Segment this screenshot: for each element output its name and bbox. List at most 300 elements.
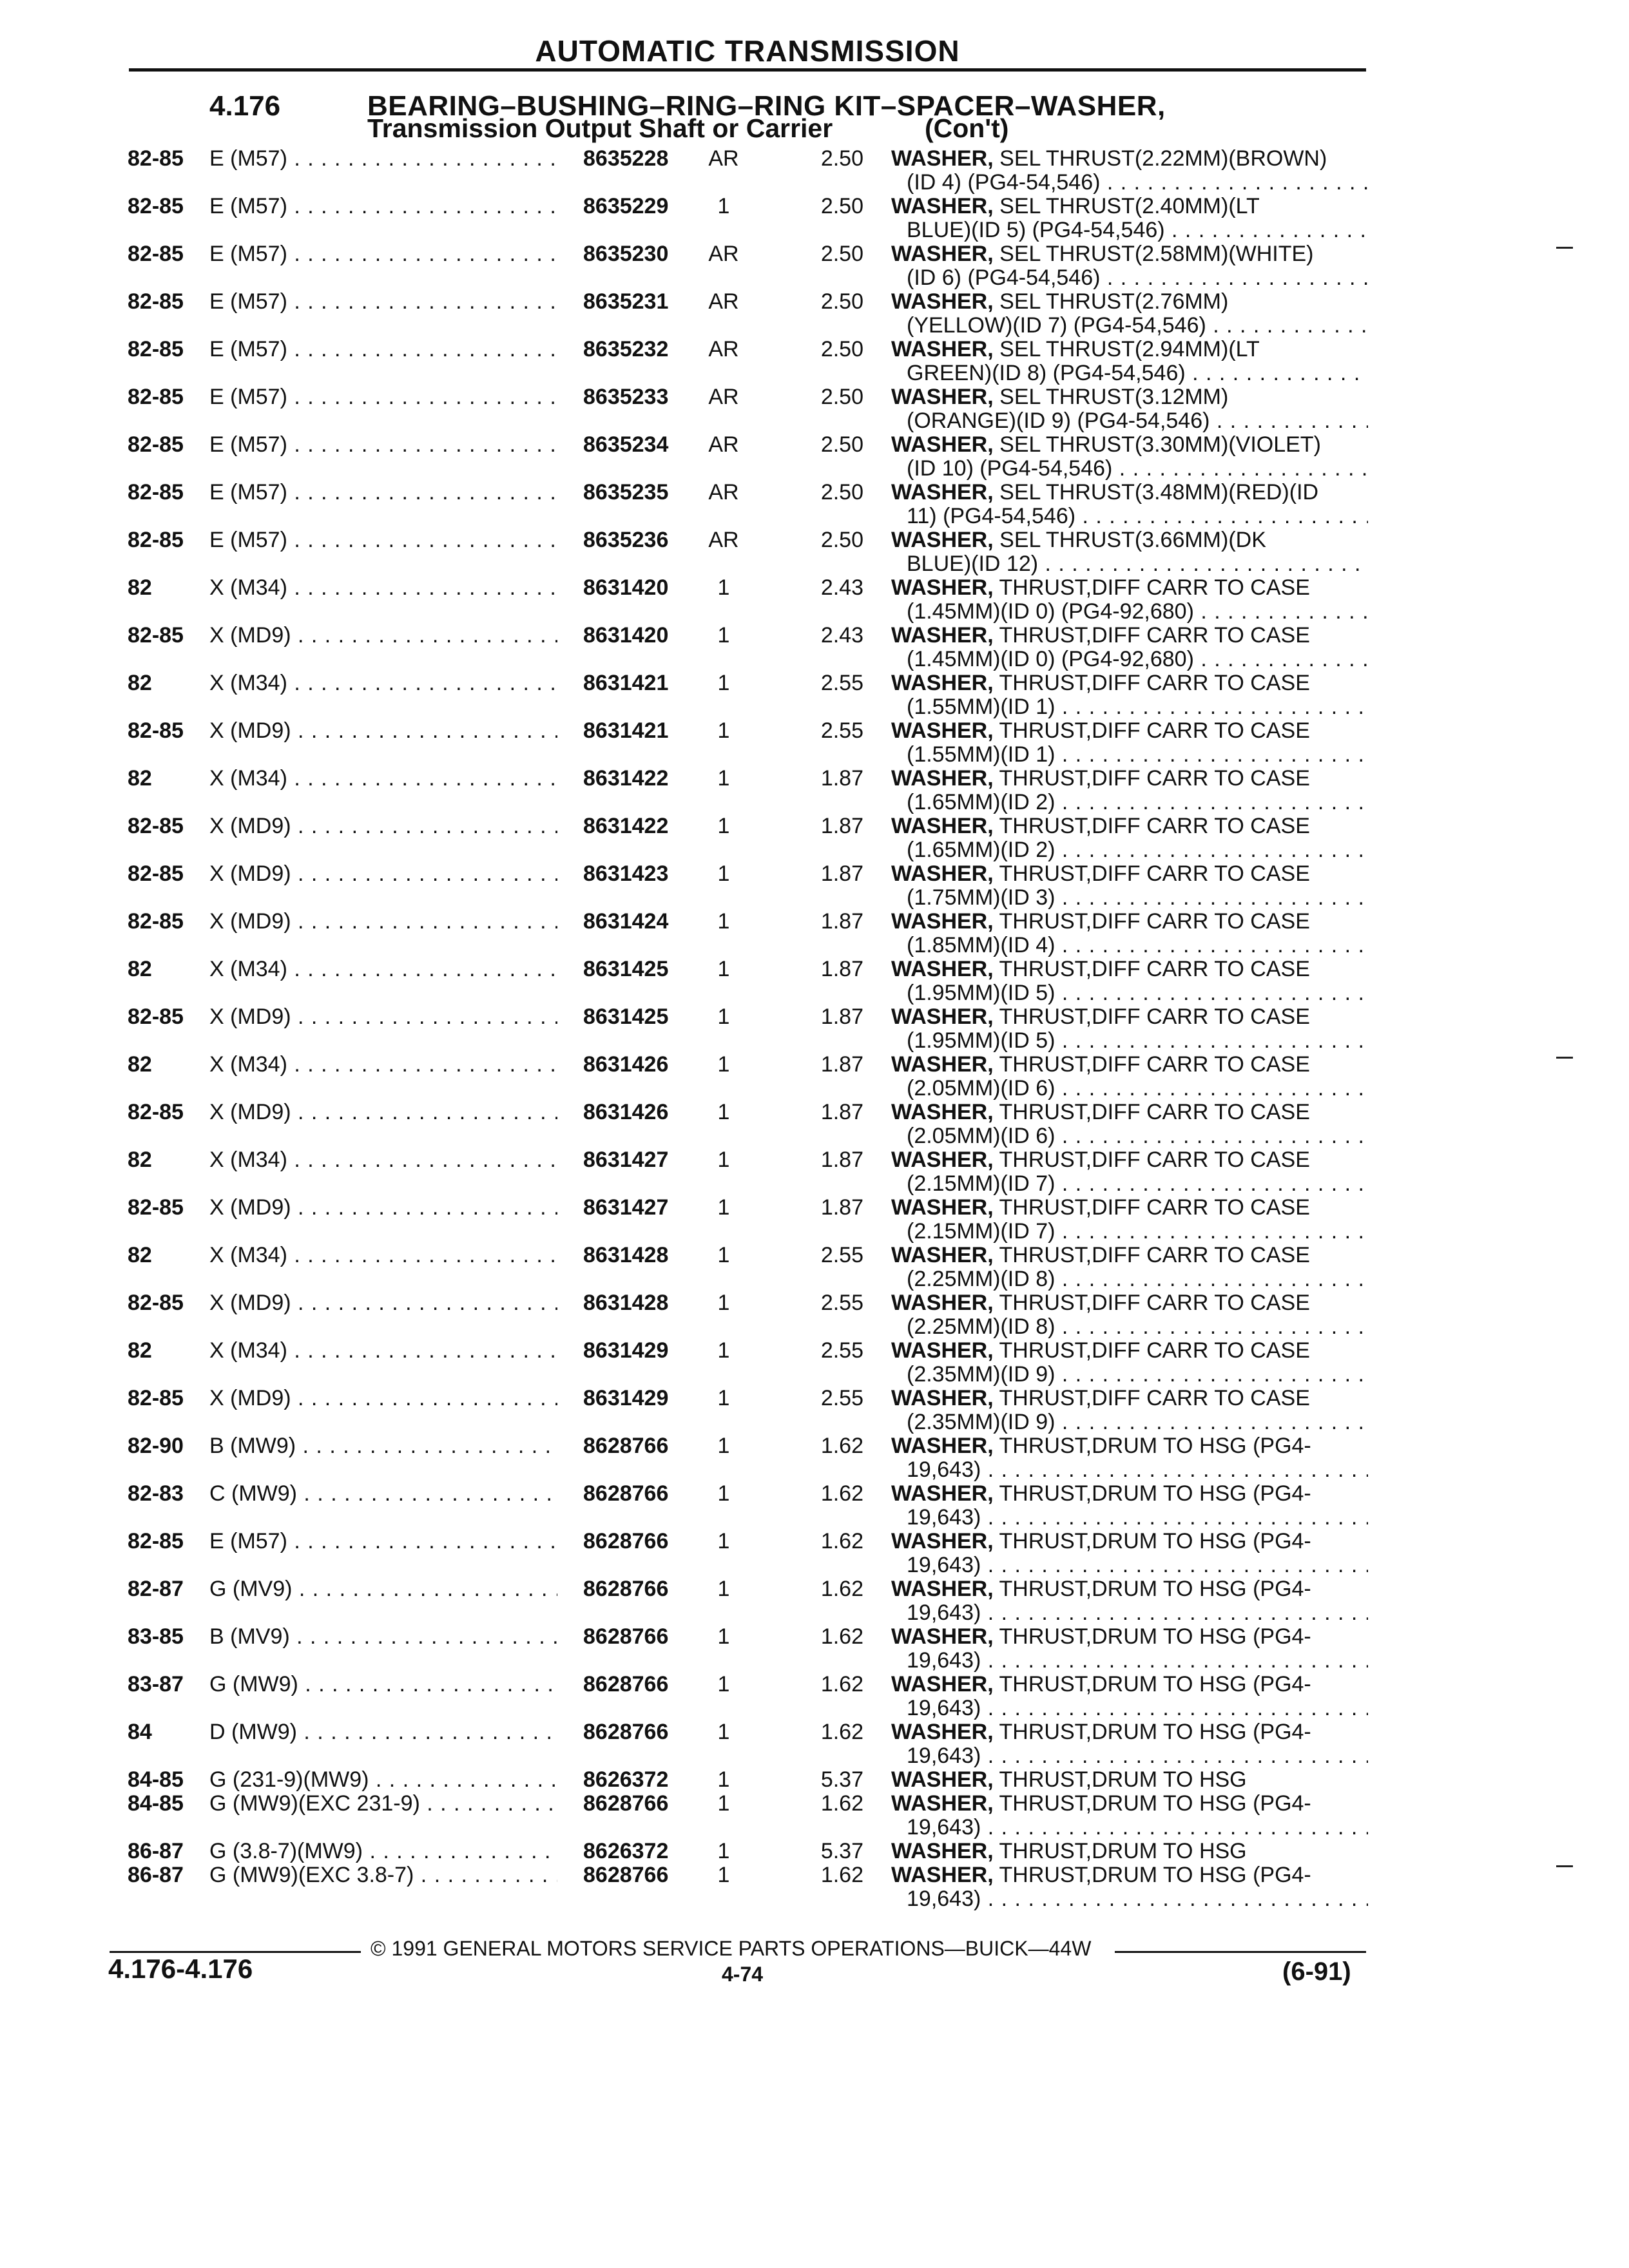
quantity: AR: [708, 480, 739, 505]
model-years: 82-85: [128, 194, 184, 218]
model-years: 82: [128, 1338, 152, 1363]
part-spec: THRUST,DRUM TO HSG (PG4-: [999, 1624, 1311, 1649]
parts-row: [0, 1244, 1629, 1291]
parts-row: [0, 1768, 1629, 1792]
model-years: 82-85: [128, 385, 184, 409]
part-number: 8628766: [583, 1791, 669, 1816]
footer-rule-right: [1115, 1951, 1366, 1953]
price: 2.55: [820, 1338, 863, 1363]
price: 2.55: [820, 1291, 863, 1315]
model-code: X (M34) . . .: [209, 1148, 557, 1172]
parts-row: [0, 1100, 1629, 1148]
description-line: [891, 957, 1368, 981]
model-code: G (MW9) . . .: [209, 1673, 557, 1696]
part-number: 8628766: [583, 1624, 669, 1649]
parts-row: [0, 1792, 1629, 1840]
part-name: WASHER,: [891, 623, 994, 648]
part-spec: SEL THRUST(2.94MM)(LT: [999, 337, 1260, 361]
price: 1.62: [820, 1481, 863, 1506]
part-number: 8635236: [583, 528, 669, 552]
price: 1.62: [820, 1577, 863, 1601]
description-line: [891, 1244, 1368, 1267]
part-number: 8631425: [583, 1004, 669, 1029]
part-number: 8631421: [583, 718, 669, 743]
description: [891, 767, 1368, 814]
description: [891, 1005, 1368, 1053]
part-spec: THRUST,DIFF CARR TO CASE: [999, 1291, 1310, 1315]
description-continuation: (2.35MM)(ID 9) . . .: [891, 1410, 1368, 1434]
parts-row: [0, 1291, 1629, 1339]
price: 2.43: [820, 623, 863, 648]
model-years: 82-85: [128, 337, 184, 361]
price: 2.55: [820, 718, 863, 743]
section-number: 4.176: [209, 90, 281, 122]
description: [891, 290, 1368, 338]
parts-row: [0, 433, 1629, 481]
quantity: 1: [717, 718, 730, 743]
part-spec: THRUST,DIFF CARR TO CASE: [999, 1004, 1310, 1029]
part-spec: SEL THRUST(3.12MM): [999, 385, 1229, 409]
price: 2.55: [820, 671, 863, 695]
part-number: 8635228: [583, 146, 669, 171]
model-code: G (231-9)(MW9) . . .: [209, 1768, 557, 1792]
model-code: E (M57) . . .: [209, 481, 557, 505]
model-years: 82: [128, 671, 152, 695]
description-line: [891, 338, 1368, 361]
model-code: E (M57) . . .: [209, 433, 557, 457]
parts-row: [0, 576, 1629, 624]
description: [891, 862, 1368, 910]
model-years: 84-85: [128, 1767, 184, 1792]
part-number: 8631422: [583, 814, 669, 838]
parts-row: [0, 1339, 1629, 1387]
part-name: WASHER,: [891, 1052, 994, 1077]
part-number: 8628766: [583, 1720, 669, 1744]
description-line: [891, 1196, 1368, 1220]
model-years: 82-85: [128, 528, 184, 552]
quantity: 1: [717, 1767, 730, 1792]
part-number: 8631428: [583, 1291, 669, 1315]
model-code: X (M34) . . .: [209, 957, 557, 981]
description: [891, 719, 1368, 767]
price: 1.87: [820, 814, 863, 838]
description-line: [891, 1482, 1368, 1506]
quantity: AR: [708, 242, 739, 266]
description: [891, 1720, 1368, 1768]
description-continuation: (YELLOW)(ID 7) (PG4-54,546) . . .: [891, 314, 1368, 338]
quantity: 1: [717, 1481, 730, 1506]
part-number: 8635232: [583, 337, 669, 361]
model-years: 86-87: [128, 1839, 184, 1863]
description-continuation: (1.95MM)(ID 5) . . .: [891, 981, 1368, 1005]
description-line: [891, 1339, 1368, 1363]
description: [891, 1244, 1368, 1291]
description-continuation: 19,643) . . .: [891, 1696, 1368, 1720]
price: 1.87: [820, 861, 863, 886]
price: 1.62: [820, 1720, 863, 1744]
description: [891, 1863, 1368, 1911]
part-spec: THRUST,DIFF CARR TO CASE: [999, 1386, 1310, 1410]
model-years: 82-85: [128, 1386, 184, 1410]
quantity: 1: [717, 1791, 730, 1816]
description-continuation: BLUE)(ID 5) (PG4-54,546) . . .: [891, 218, 1368, 242]
model-years: 82-90: [128, 1434, 184, 1458]
description-line: [891, 1673, 1368, 1696]
description-line: [891, 242, 1368, 266]
quantity: 1: [717, 861, 730, 886]
part-number: 8631429: [583, 1386, 669, 1410]
part-name: WASHER,: [891, 1100, 994, 1124]
model-years: 82: [128, 957, 152, 981]
model-years: 82-85: [128, 814, 184, 838]
price: 2.50: [820, 146, 863, 171]
description-line: [891, 147, 1368, 171]
model-years: 82: [128, 1148, 152, 1172]
part-spec: THRUST,DRUM TO HSG (PG4-: [999, 1863, 1311, 1887]
part-number: 8631425: [583, 957, 669, 981]
parts-row: [0, 1005, 1629, 1053]
model-years: 82-85: [128, 909, 184, 934]
description-line: [891, 624, 1368, 648]
price: 2.50: [820, 289, 863, 314]
description-continuation: (1.95MM)(ID 5) . . .: [891, 1029, 1368, 1053]
parts-row: [0, 1720, 1629, 1768]
description: [891, 1768, 1368, 1792]
description: [891, 385, 1368, 433]
description-line: [891, 862, 1368, 886]
quantity: 1: [717, 623, 730, 648]
model-years: 82-85: [128, 242, 184, 266]
part-number: 8631426: [583, 1052, 669, 1077]
description: [891, 242, 1368, 290]
price: 2.50: [820, 194, 863, 218]
parts-row: [0, 1673, 1629, 1720]
parts-row: [0, 910, 1629, 957]
parts-row: [0, 1577, 1629, 1625]
quantity: 1: [717, 575, 730, 600]
description-line: [891, 1434, 1368, 1458]
part-name: WASHER,: [891, 718, 994, 743]
part-spec: THRUST,DIFF CARR TO CASE: [999, 718, 1310, 743]
parts-row: [0, 242, 1629, 290]
part-spec: THRUST,DIFF CARR TO CASE: [999, 575, 1310, 600]
part-spec: SEL THRUST(3.48MM)(RED)(ID: [999, 480, 1319, 505]
part-spec: THRUST,DRUM TO HSG (PG4-: [999, 1577, 1311, 1601]
header-rule: [129, 68, 1366, 72]
part-spec: THRUST,DIFF CARR TO CASE: [999, 1338, 1310, 1363]
part-number: 8626372: [583, 1767, 669, 1792]
model-years: 82: [128, 575, 152, 600]
quantity: AR: [708, 432, 739, 457]
margin-tick: [1556, 1057, 1573, 1059]
quantity: 1: [717, 1434, 730, 1458]
description: [891, 1840, 1368, 1863]
model-code: E (M57) . . .: [209, 1530, 557, 1553]
parts-row: [0, 147, 1629, 195]
model-years: 83-87: [128, 1672, 184, 1696]
quantity: 1: [717, 1720, 730, 1744]
quantity: AR: [708, 385, 739, 409]
section-subtitle: Transmission Output Shaft or Carrier: [367, 113, 833, 143]
model-years: 82-87: [128, 1577, 184, 1601]
part-spec: THRUST,DRUM TO HSG: [999, 1839, 1247, 1863]
description-continuation: 19,643) . . .: [891, 1649, 1368, 1673]
description-line: [891, 481, 1368, 505]
model-code: G (MW9)(EXC 3.8-7) . . .: [209, 1863, 557, 1887]
part-name: WASHER,: [891, 337, 994, 361]
part-spec: THRUST,DIFF CARR TO CASE: [999, 861, 1310, 886]
description-line: [891, 385, 1368, 409]
model-code: X (M34) . . .: [209, 576, 557, 600]
price: 2.50: [820, 385, 863, 409]
description-line: [891, 910, 1368, 934]
model-code: B (MW9) . . .: [209, 1434, 557, 1458]
part-name: WASHER,: [891, 1791, 994, 1816]
part-spec: THRUST,DIFF CARR TO CASE: [999, 671, 1310, 695]
price: 2.50: [820, 480, 863, 505]
price: 1.62: [820, 1624, 863, 1649]
model-code: X (MD9) . . .: [209, 910, 557, 934]
description-line: [891, 1291, 1368, 1315]
parts-row: [0, 481, 1629, 528]
description-continuation: (2.35MM)(ID 9) . . .: [891, 1363, 1368, 1387]
part-spec: THRUST,DIFF CARR TO CASE: [999, 814, 1310, 838]
description-continuation: (1.65MM)(ID 2) . . .: [891, 838, 1368, 862]
model-years: 82-85: [128, 146, 184, 171]
quantity: AR: [708, 528, 739, 552]
description-continuation: (2.25MM)(ID 8) . . .: [891, 1315, 1368, 1339]
model-years: 82-85: [128, 1529, 184, 1553]
description-continuation: (1.45MM)(ID 0) (PG4-92,680) . . .: [891, 600, 1368, 624]
description-continuation: GREEN)(ID 8) (PG4-54,546) . . .: [891, 361, 1368, 385]
part-name: WASHER,: [891, 1481, 994, 1506]
part-spec: THRUST,DRUM TO HSG (PG4-: [999, 1672, 1311, 1696]
margin-tick: [1556, 247, 1573, 249]
part-spec: THRUST,DRUM TO HSG (PG4-: [999, 1434, 1311, 1458]
description-line: [891, 1100, 1368, 1124]
model-code: G (MV9) . . .: [209, 1577, 557, 1601]
parts-row: [0, 1530, 1629, 1577]
parts-row: [0, 1148, 1629, 1196]
part-number: 8631423: [583, 861, 669, 886]
quantity: AR: [708, 289, 739, 314]
part-name: WASHER,: [891, 1338, 994, 1363]
part-number: 8631421: [583, 671, 669, 695]
part-spec: THRUST,DIFF CARR TO CASE: [999, 623, 1310, 648]
description: [891, 433, 1368, 481]
parts-row: [0, 1196, 1629, 1244]
parts-row: [0, 624, 1629, 671]
part-spec: THRUST,DRUM TO HSG (PG4-: [999, 1791, 1311, 1816]
part-name: WASHER,: [891, 385, 994, 409]
description: [891, 957, 1368, 1005]
description-line: [891, 814, 1368, 838]
part-name: WASHER,: [891, 575, 994, 600]
part-number: 8635230: [583, 242, 669, 266]
model-code: E (M57) . . .: [209, 290, 557, 314]
model-code: E (M57) . . .: [209, 147, 557, 171]
description: [891, 1625, 1368, 1673]
quantity: 1: [717, 1863, 730, 1887]
description-continuation: (1.85MM)(ID 4) . . .: [891, 934, 1368, 957]
part-spec: THRUST,DRUM TO HSG (PG4-: [999, 1529, 1311, 1553]
description: [891, 195, 1368, 242]
description-continuation: (ORANGE)(ID 9) (PG4-54,546) . . .: [891, 409, 1368, 433]
description-continuation: 11) (PG4-54,546) . . .: [891, 505, 1368, 528]
price: 1.87: [820, 1004, 863, 1029]
quantity: 1: [717, 1529, 730, 1553]
part-name: WASHER,: [891, 432, 994, 457]
part-name: WASHER,: [891, 242, 994, 266]
model-years: 84: [128, 1720, 152, 1744]
model-code: X (MD9) . . .: [209, 1196, 557, 1220]
description: [891, 1792, 1368, 1840]
description-continuation: (2.05MM)(ID 6) . . .: [891, 1124, 1368, 1148]
part-number: 8631424: [583, 909, 669, 934]
part-number: 8626372: [583, 1839, 669, 1863]
parts-row: [0, 671, 1629, 719]
model-years: 82-83: [128, 1481, 184, 1506]
part-number: 8631426: [583, 1100, 669, 1124]
description: [891, 814, 1368, 862]
model-years: 82: [128, 1052, 152, 1077]
model-years: 82-85: [128, 1195, 184, 1220]
model-code: X (M34) . . .: [209, 1244, 557, 1267]
price: 2.50: [820, 242, 863, 266]
price: 1.87: [820, 766, 863, 791]
part-spec: THRUST,DIFF CARR TO CASE: [999, 1148, 1310, 1172]
part-spec: SEL THRUST(2.40MM)(LT: [999, 194, 1260, 218]
description: [891, 1482, 1368, 1530]
part-number: 8628766: [583, 1863, 669, 1887]
description-continuation: 19,643) . . .: [891, 1458, 1368, 1482]
description-line: [891, 1387, 1368, 1410]
parts-row: [0, 719, 1629, 767]
part-number: 8635231: [583, 289, 669, 314]
part-name: WASHER,: [891, 1004, 994, 1029]
part-number: 8628766: [583, 1672, 669, 1696]
description-line: [891, 1863, 1368, 1887]
description-line: [891, 195, 1368, 218]
model-code: X (M34) . . .: [209, 767, 557, 791]
description-line: [891, 1148, 1368, 1172]
part-name: WASHER,: [891, 146, 994, 171]
model-code: X (MD9) . . .: [209, 862, 557, 886]
section-continued: (Con't): [925, 113, 1009, 143]
parts-row: [0, 1863, 1629, 1911]
model-years: 82: [128, 766, 152, 791]
description: [891, 1577, 1368, 1625]
description-continuation: (1.45MM)(ID 0) (PG4-92,680) . . .: [891, 648, 1368, 671]
description: [891, 1196, 1368, 1244]
parts-row: [0, 1387, 1629, 1434]
parts-row: [0, 528, 1629, 576]
part-spec: THRUST,DIFF CARR TO CASE: [999, 909, 1310, 934]
description-line: [891, 1053, 1368, 1077]
part-spec: THRUST,DIFF CARR TO CASE: [999, 766, 1310, 791]
parts-row: [0, 290, 1629, 338]
description-line: [891, 433, 1368, 457]
price: 1.87: [820, 1052, 863, 1077]
part-spec: SEL THRUST(3.30MM)(VIOLET): [999, 432, 1321, 457]
part-name: WASHER,: [891, 957, 994, 981]
quantity: 1: [717, 814, 730, 838]
description-continuation: (2.15MM)(ID 7) . . .: [891, 1220, 1368, 1244]
part-number: 8631428: [583, 1243, 669, 1267]
model-years: 82-85: [128, 1004, 184, 1029]
price: 2.50: [820, 432, 863, 457]
description: [891, 481, 1368, 528]
price: 1.62: [820, 1791, 863, 1816]
model-code: X (MD9) . . .: [209, 624, 557, 648]
part-spec: SEL THRUST(2.76MM): [999, 289, 1229, 314]
page-header-title: AUTOMATIC TRANSMISSION: [535, 34, 960, 68]
price: 5.37: [820, 1839, 863, 1863]
part-name: WASHER,: [891, 1243, 994, 1267]
description-continuation: BLUE)(ID 12) . . .: [891, 552, 1368, 576]
part-name: WASHER,: [891, 528, 994, 552]
part-number: 8635235: [583, 480, 669, 505]
price: 1.62: [820, 1863, 863, 1887]
part-name: WASHER,: [891, 194, 994, 218]
part-number: 8631420: [583, 575, 669, 600]
quantity: 1: [717, 1577, 730, 1601]
description: [891, 1434, 1368, 1482]
part-spec: THRUST,DRUM TO HSG (PG4-: [999, 1720, 1311, 1744]
model-code: G (3.8-7)(MW9) . . .: [209, 1840, 557, 1863]
parts-row: [0, 1625, 1629, 1673]
quantity: 1: [717, 1624, 730, 1649]
model-years: 82-85: [128, 861, 184, 886]
part-name: WASHER,: [891, 1863, 994, 1887]
section-title: BEARING–BUSHING–RING–RING KIT–SPACER–WASHER,: [367, 90, 1166, 122]
part-number: 8628766: [583, 1577, 669, 1601]
quantity: 1: [717, 1291, 730, 1315]
model-code: E (M57) . . .: [209, 385, 557, 409]
model-code: X (MD9) . . .: [209, 1387, 557, 1410]
description: [891, 1053, 1368, 1100]
quantity: AR: [708, 337, 739, 361]
part-spec: THRUST,DIFF CARR TO CASE: [999, 1052, 1310, 1077]
model-years: 82-85: [128, 1100, 184, 1124]
part-name: WASHER,: [891, 1577, 994, 1601]
description-continuation: (ID 4) (PG4-54,546) . . .: [891, 171, 1368, 195]
part-spec: THRUST,DIFF CARR TO CASE: [999, 957, 1310, 981]
parts-row: [0, 1434, 1629, 1482]
quantity: 1: [717, 909, 730, 934]
footer-rule-left: [110, 1951, 361, 1953]
price: 5.37: [820, 1767, 863, 1792]
description-line: [891, 1720, 1368, 1744]
part-name: WASHER,: [891, 1386, 994, 1410]
quantity: 1: [717, 671, 730, 695]
parts-row: [0, 338, 1629, 385]
description-continuation: (2.25MM)(ID 8) . . .: [891, 1267, 1368, 1291]
quantity: 1: [717, 1386, 730, 1410]
price: 1.87: [820, 1148, 863, 1172]
description: [891, 910, 1368, 957]
description: [891, 1530, 1368, 1577]
model-years: 83-85: [128, 1624, 184, 1649]
model-years: 82: [128, 1243, 152, 1267]
quantity: 1: [717, 1052, 730, 1077]
price: 2.43: [820, 575, 863, 600]
description-line: [891, 1840, 1368, 1863]
quantity: 1: [717, 1195, 730, 1220]
quantity: 1: [717, 194, 730, 218]
model-years: 82-85: [128, 289, 184, 314]
part-name: WASHER,: [891, 1624, 994, 1649]
